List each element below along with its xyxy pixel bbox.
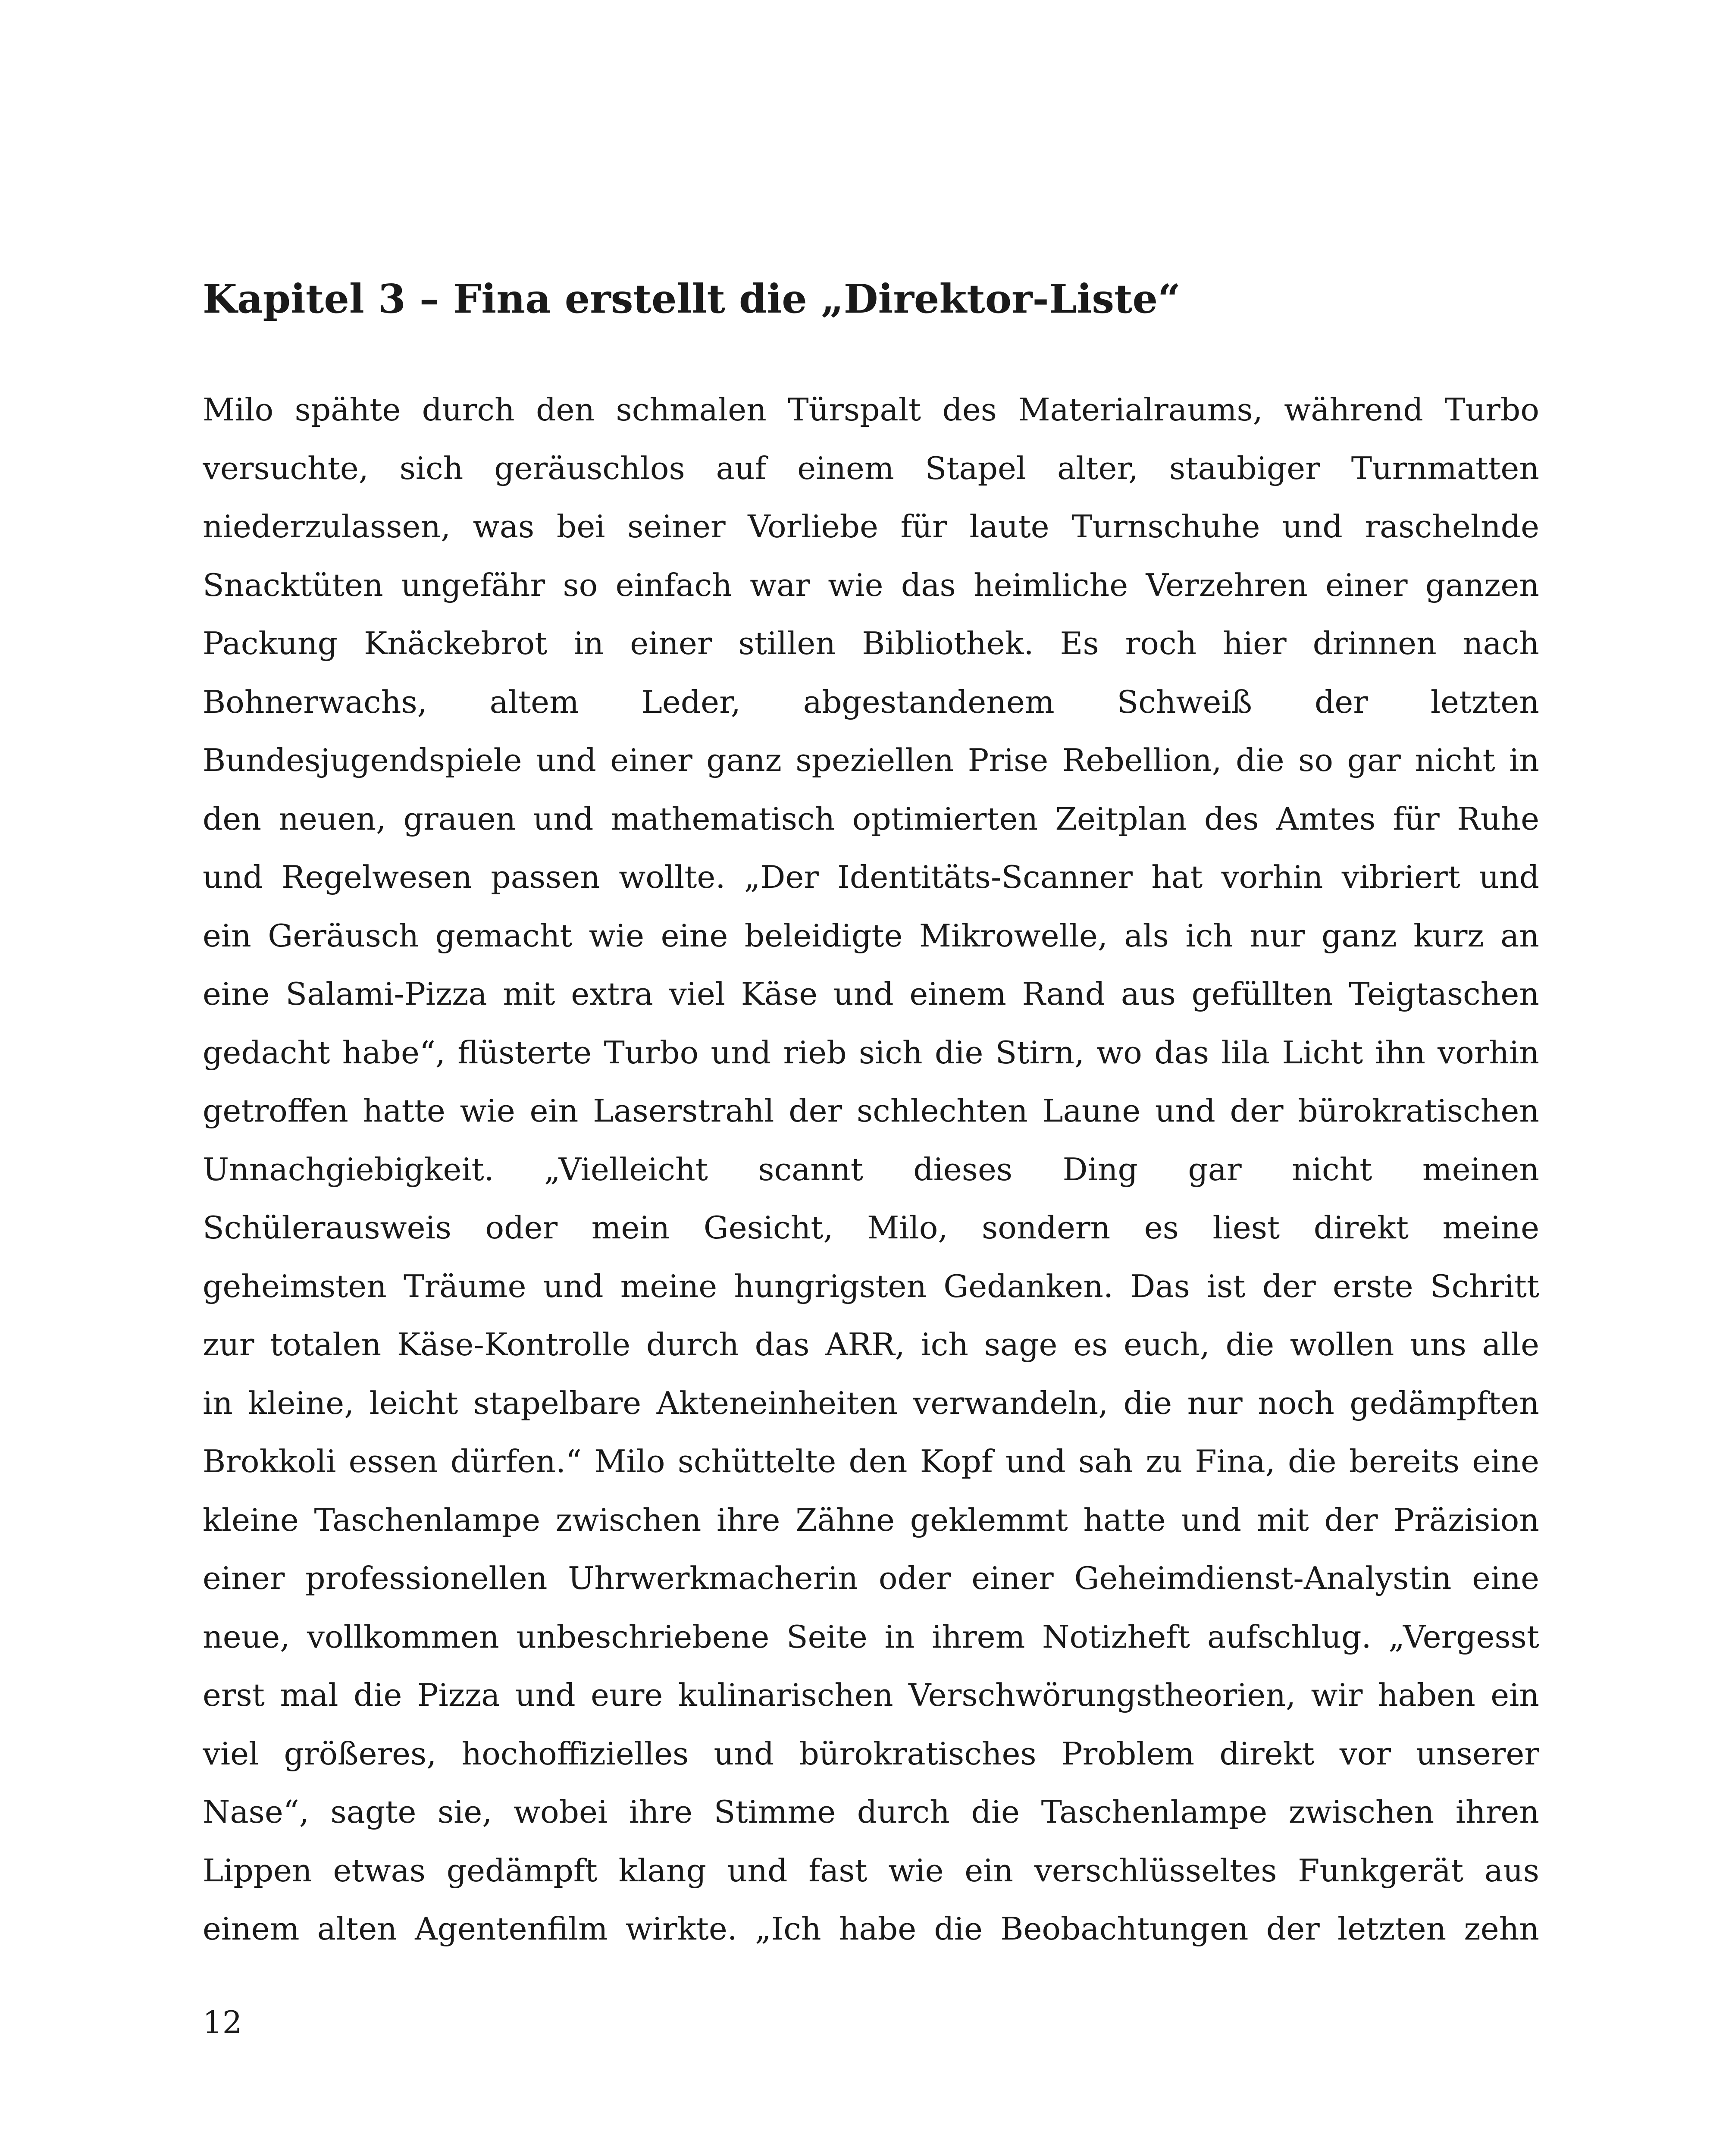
text-line: versuchte, sich geräuschlos auf einem Stapel alter, staubiger Turnmatten — [203, 450, 1539, 487]
page-number: 12 — [203, 2004, 242, 2040]
text-line: den neuen, grauen und mathematisch optimierten Zeitplan des Amtes für Ruhe — [203, 801, 1539, 837]
text-line: niederzulassen, was bei seiner Vorliebe für laute Turnschuhe und raschelnde — [203, 509, 1539, 545]
text-line: viel größeres, hochoffizielles und bürokratisches Problem direkt vor unserer — [203, 1736, 1539, 1772]
chapter-title: Kapitel 3 – Fina erstellt die „Direktor-Liste“ — [203, 276, 1181, 322]
text-line: ein Geräusch gemacht wie eine beleidigte Mikrowelle, als ich nur ganz kurz an — [203, 918, 1539, 954]
text-line: in kleine, leicht stapelbare Akteneinheiten verwandeln, die nur noch gedämpften — [203, 1385, 1539, 1422]
text-line: getroffen hatte wie ein Laserstrahl der schlechten Laune und der bürokratischen — [203, 1093, 1539, 1129]
text-line: Bohnerwachs, altem Leder, abgestandenem Schweiß der letzten — [203, 684, 1539, 721]
text-line: erst mal die Pizza und eure kulinarischen Verschwörungstheorien, wir haben ein — [203, 1677, 1539, 1714]
text-line: neue, vollkommen unbeschriebene Seite in ihrem Notizheft aufschlug. „Vergesst — [203, 1619, 1539, 1655]
text-line: Brokkoli essen dürfen.“ Milo schüttelte den Kopf und sah zu Fina, die bereits eine — [203, 1444, 1539, 1480]
text-line: eine Salami-Pizza mit extra viel Käse und einem Rand aus gefüllten Teigtaschen — [203, 976, 1539, 1012]
text-line: Schülerausweis oder mein Gesicht, Milo, sondern es liest direkt meine — [203, 1210, 1539, 1246]
text-line: und Regelwesen passen wollte. „Der Identitäts-Scanner hat vorhin vibriert und — [203, 859, 1539, 896]
text-line: zur totalen Käse-Kontrolle durch das ARR, ich sage es euch, die wollen uns alle — [203, 1327, 1539, 1363]
text-line: Unnachgiebigkeit. „Vielleicht scannt dieses Ding gar nicht meinen — [203, 1151, 1539, 1188]
text-line: einer professionellen Uhrwerkmacherin oder einer Geheimdienst-Analystin eine — [203, 1561, 1539, 1597]
body-paragraph — [203, 381, 1539, 1959]
text-line: Lippen etwas gedämpft klang und fast wie ein verschlüsseltes Funkgerät aus — [203, 1852, 1539, 1889]
text-line: gedacht habe“, flüsterte Turbo und rieb sich die Stirn, wo das lila Licht ihn vorhin — [203, 1034, 1539, 1071]
text-line: Snacktüten ungefähr so einfach war wie das heimliche Verzehren einer ganzen — [203, 567, 1539, 604]
text-line: Milo spähte durch den schmalen Türspalt des Materialraums, während Turbo — [203, 392, 1539, 428]
text-line: einem alten Agentenfilm wirkte. „Ich habe die Beobachtungen der letzten zehn — [203, 1911, 1539, 1947]
text-line: Packung Knäckebrot in einer stillen Bibliothek. Es roch hier drinnen nach — [203, 626, 1539, 662]
text-line: geheimsten Träume und meine hungrigsten Gedanken. Das ist der erste Schritt — [203, 1268, 1539, 1305]
text-line: Nase“, sagte sie, wobei ihre Stimme durch die Taschenlampe zwischen ihren — [203, 1794, 1539, 1830]
text-line: Bundesjugendspiele und einer ganz speziellen Prise Rebellion, die so gar nicht in — [203, 743, 1539, 779]
text-line: kleine Taschenlampe zwischen ihre Zähne geklemmt hatte und mit der Präzision — [203, 1502, 1539, 1539]
